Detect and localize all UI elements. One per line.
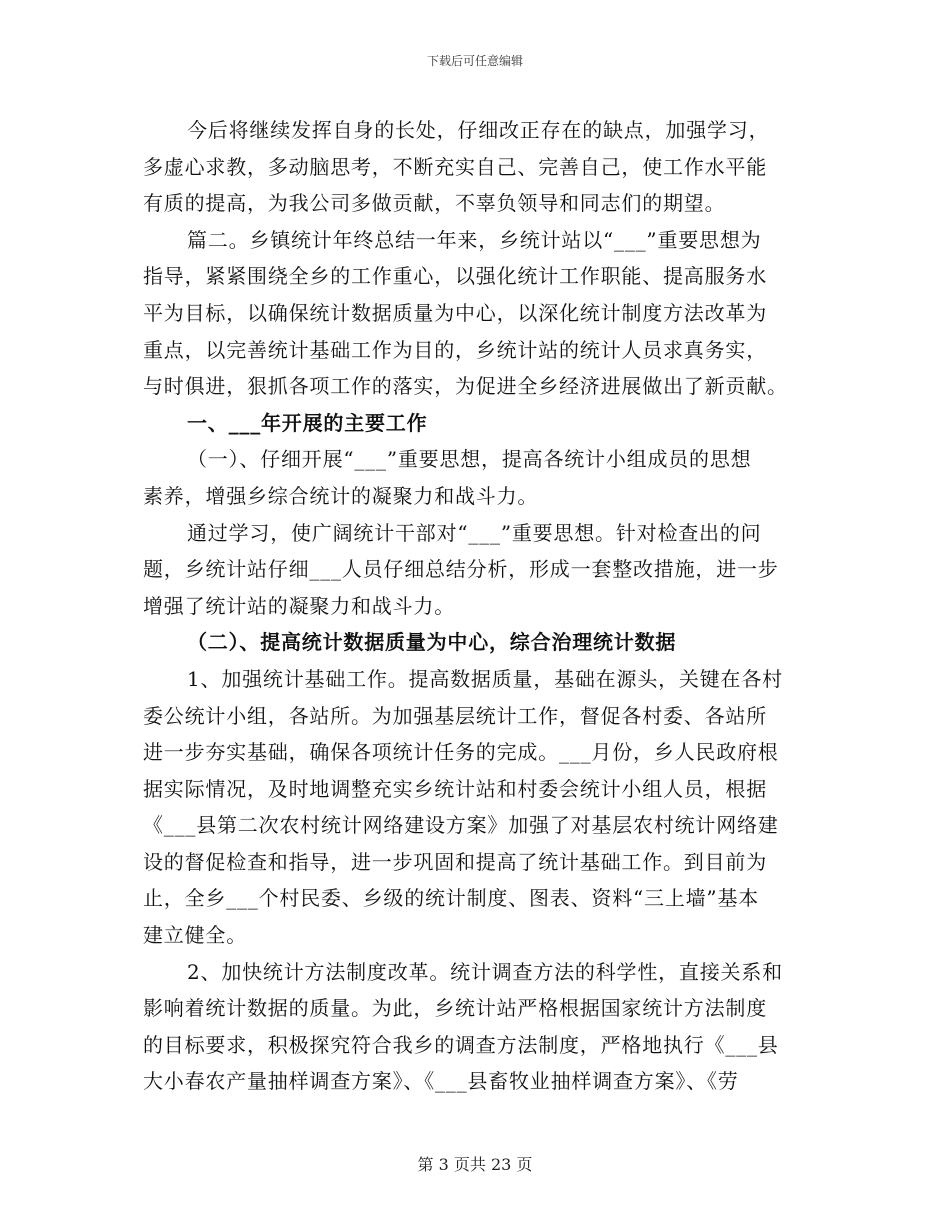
text-line: 的目标要求，积极探究符合我乡的调查方法制度，严格地执行《___县	[143, 1032, 779, 1057]
text-line: 《___县第二次农村统计网络建设方案》加强了对基层农村统计网络建	[143, 813, 779, 838]
text-line: 大小春农产量抽样调查方案》、《___县畜牧业抽样调查方案》、《劳	[143, 1069, 739, 1094]
text-line: 素养，增强乡综合统计的凝聚力和战斗力。	[143, 483, 539, 508]
text-line: 建立健全。	[143, 923, 247, 948]
page-header: 下载后可任意编辑	[426, 54, 523, 68]
text-line: 重点，以完善统计基础工作为目的，乡统计站的统计人员求真务实，	[143, 337, 767, 362]
text-line: 增强了统计站的凝聚力和战斗力。	[143, 593, 455, 618]
text-line: 止，全乡___个村民委、乡级的统计制度、图表、资料“三上墙”基本	[143, 886, 760, 911]
text-line: 据实际情况，及时地调整充实乡统计站和村委会统计小组人员，根据	[143, 776, 767, 801]
subsection-heading: （二）、提高统计数据质量为中心，综合治理统计数据	[187, 630, 677, 655]
subsection-heading: （一）、仔细开展“___”重要思想，提高各统计小组成员的思想	[187, 447, 752, 472]
text-line: 通过学习，使广阔统计干部对“___”重要思想。针对检查出的问	[187, 520, 762, 545]
text-line: 指导，紧紧围绕全乡的工作重心，以强化统计工作职能、提高服务水	[143, 264, 767, 289]
document-body	[143, 112, 808, 1100]
text-line: 与时俱进，狠抓各项工作的落实，为促进全乡经济进展做出了新贡献。	[143, 374, 788, 399]
text-line: 设的督促检查和指导，进一步巩固和提高了统计基础工作。到目前为	[143, 849, 767, 874]
text-line: 有质的提高，为我公司多做贡献，不辜负领导和同志们的期望。	[143, 191, 726, 216]
text-line: 2、加快统计方法制度改革。统计调查方法的科学性，直接关系和	[187, 959, 783, 984]
text-line: 今后将继续发挥自身的长处，仔细改正存在的缺点，加强学习，	[187, 118, 770, 142]
section-heading: 一、___年开展的主要工作	[187, 410, 428, 435]
text-line: 多虚心求教，多动脑思考，不断充实自己、完善自己，使工作水平能	[143, 154, 767, 179]
text-line: 影响着统计数据的质量。为此，乡统计站严格根据国家统计方法制度	[143, 996, 767, 1021]
text-line: 1、加强统计基础工作。提高数据质量，基础在源头，关键在各村	[187, 666, 783, 691]
text-line: 题，乡统计站仔细___人员仔细总结分析，形成一套整改措施，进一步	[143, 557, 779, 582]
text-line: 进一步夯实基础，确保各项统计任务的完成。___月份，乡人民政府根	[143, 740, 779, 765]
text-line: 平为目标，以确保统计数据质量为中心，以深化统计制度方法改革为	[143, 300, 767, 325]
text-line: 篇二。乡镇统计年终总结一年来，乡统计站以“___”重要思想为	[187, 227, 762, 252]
text-line: 委公统计小组，各站所。为加强基层统计工作，督促各村委、各站所	[143, 703, 767, 728]
page-footer: 第 3 页共 23 页	[417, 1155, 533, 1174]
